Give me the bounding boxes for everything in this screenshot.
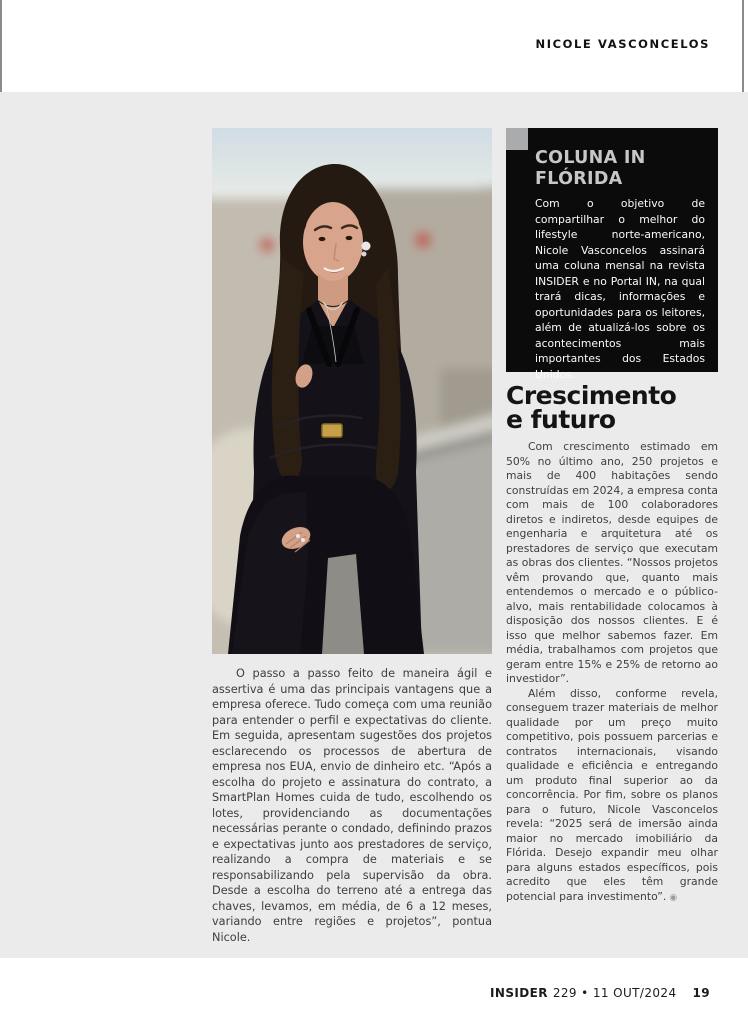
portrait-photo <box>212 128 492 654</box>
page-edge-line-right <box>742 0 744 98</box>
section-heading-line1: Crescimento <box>506 381 677 410</box>
article-left-paragraph: O passo a passo feito de maneira ágil e assertiva é uma das principais vantagens que a empresa oferece. Tudo começa com uma reunião para entender o perfil e expectativas do cliente. Em seguida, apresentam sugestões dos projetos esclarecendo os processos de abertura de empresa nos EUA, envio de dinheiro etc. “Após a escolha do projeto e assinatura do contrato, a SmartPlan Homes cuida de tudo, escolhendo os lotes, providenciando as documentações necessárias perante o condado, definindo prazos e expectativas junto aos prestadores de serviço, realizando a compra de materiais e se responsabilizando pela supervisão da obra. Desde a escolha do terreno até a entrega das chaves, levamos, em média, de 6 a 12 meses, variando entre regiões e projetos”, pontua Nicole. <box>212 667 492 944</box>
box-title-line2: FLÓRIDA <box>535 168 623 189</box>
footer-page-number: 19 <box>692 986 710 1000</box>
article-paragraph-1: Com crescimento estimado em 50% no último ano, 250 projetos e mais de 400 habitações sendo construídas em 2024, a empresa conta com mais de 100 colaboradores diretos e indiretos, desde equipes de engenharia e arquitetura até os prestadores de serviço que executam as obras dos clientes. “Nossos projetos vêm provando que, quanto mais entendemos o mercado e o público-alvo, mais rentabilidade colocamos à disposição dos nossos clientes. E é isso que melhor sabemos fazer. Em média, trabalhamos com projetos que geram entre 15% e 25% de retorno ao investidor”. <box>506 440 718 685</box>
page-footer <box>490 986 710 1000</box>
article-right-column <box>506 440 718 905</box>
portrait-photo-illustration <box>212 128 492 654</box>
box-title-line1: COLUNA IN <box>535 148 646 168</box>
article-left-column <box>212 666 492 945</box>
coluna-in-florida-box <box>506 128 718 381</box>
page-edge-line-left <box>0 0 2 94</box>
article-end-mark: ◉ <box>669 892 678 903</box>
footer-issue-info: 229 • 11 OUT/2024 <box>552 986 677 1000</box>
section-heading-line2: e futuro <box>506 405 616 434</box>
article-paragraph-2 <box>506 687 718 906</box>
box-corner-square <box>506 128 528 150</box>
article-paragraph-2-text: Além disso, conforme revela, conseguem trazer materiais de melhor qualidade por um preço muito competitivo, pois possuem parcerias e contratos internacionais, visando qualidade e eficiência e entregando um produto final superior ao da concorrência. Por fim, sobre os planos para o futuro, Nicole Vasconcelos revela: “2025 será de imersão ainda maior no mercado imobiliário da Flórida. Desejo expandir meu olhar para alguns estados específicos, pois acredito que eles têm grande potencial para investimento”. <box>506 686 718 903</box>
content-background <box>0 92 748 958</box>
footer-magazine-name: INSIDER <box>490 986 548 1000</box>
section-heading <box>506 381 677 434</box>
box-body-text: Com o objetivo de compartilhar o melhor do lifestyle norte-americano, Nicole Vasconcelos assinará uma coluna mensal na revista INSIDER e no Portal IN, na qual trará dicas, informações e oportunidades para os leitores, além de atualizá-los sobre os acontecimentos mais importantes dos Estados Unidos. <box>535 197 705 381</box>
box-title <box>535 148 646 189</box>
article-author-header: NICOLE VASCONCELOS <box>535 37 710 51</box>
